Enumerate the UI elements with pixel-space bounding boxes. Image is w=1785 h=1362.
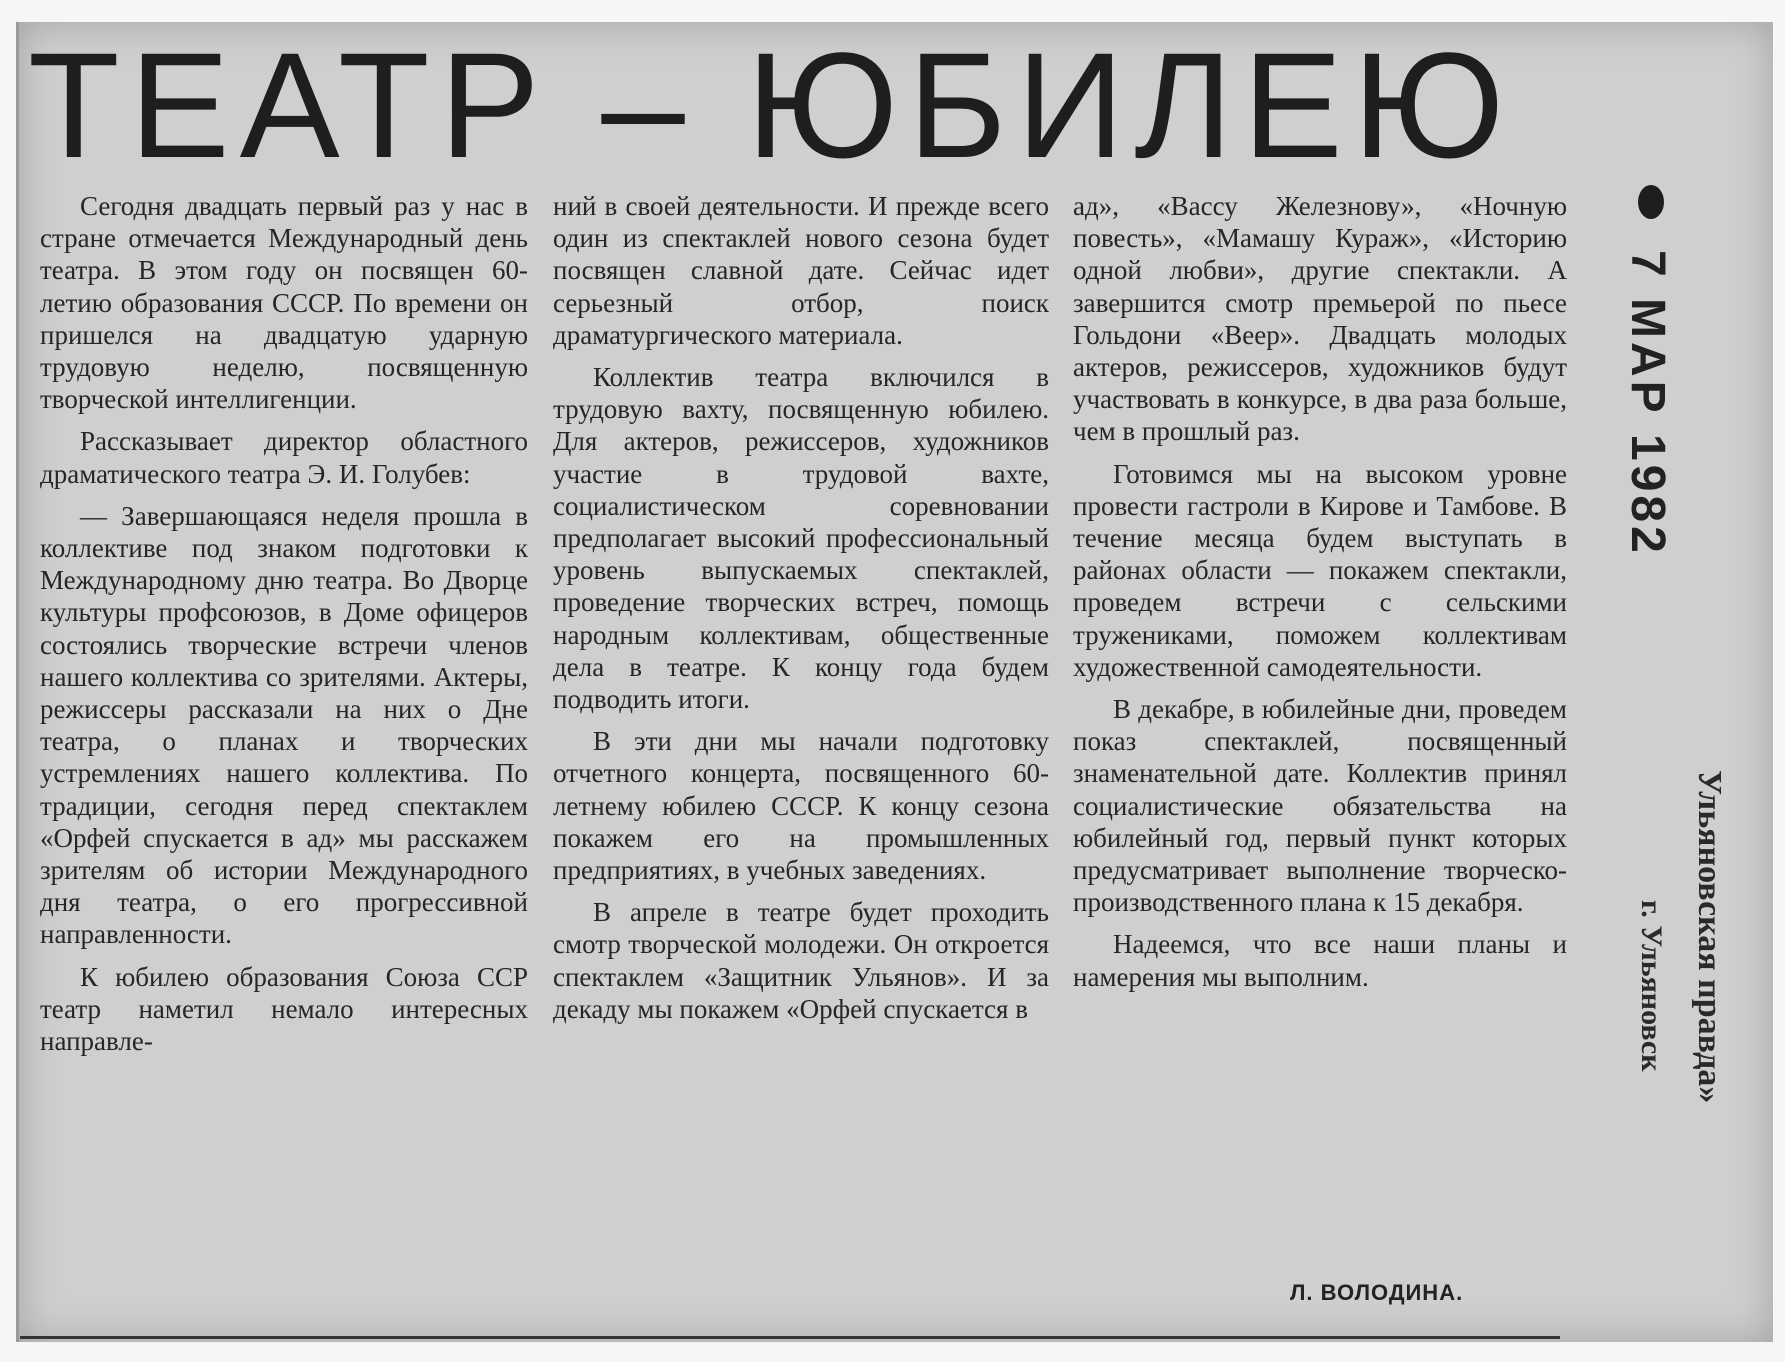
paragraph: Рассказывает директор областного драматического театра Э. И. Голубев: — [40, 426, 528, 489]
paragraph: В декабре, в юбилейные дни, проведем показ спектаклей, посвященный знаменательной дате. Коллектив принял социалистические обязательства на юбилейный год, первый пункт которых предусматривает выполнение творческо-производственного плана к 15 декабря. — [1073, 694, 1567, 918]
paragraph: Надеемся, что все наши планы и намерения мы выполним. — [1073, 929, 1567, 992]
paragraph: Готовимся мы на высоком уровне провести гастроли в Кирове и Тамбове. В течение месяца будем выступать в районах области — покажем спектакли, проведем встречи с сельскими тружениками, поможем коллективам художественной самодеятельности. — [1073, 458, 1567, 682]
paragraph: Сегодня двадцать первый раз у нас в стране отмечается Международный день театра. В этом году он посвящен 60-летию образования СССР. По времени он пришелся на двадцатую ударную трудовую неделю, посвященную творческой интеллигенции. — [40, 191, 528, 415]
paragraph: В апреле в театре будет проходить смотр творческой молодежи. Он откроется спектаклем «Защитник Ульянов». И за декаду мы покажем «Орфей спускается в — [553, 897, 1049, 1024]
paragraph: Коллектив театра включился в трудовую вахту, посвященную юбилею. Для актеров, режиссеров, художников участие в трудовой вахте, социалистическом соревновании предполагает высокий профессиональный уровень выпускаемых спектаклей, проведение творческих встреч, помощь народным коллективам, общественные дела в театре. К концу года будем подводить итоги. — [553, 362, 1049, 715]
newspaper-source — [1680, 770, 1730, 1250]
article-headline: ТЕАТР – ЮБИЛЕЮ — [28, 30, 1515, 180]
article-column-2 — [553, 190, 1049, 1320]
bottom-rule — [20, 1336, 1560, 1339]
article-column-3 — [1073, 190, 1567, 1270]
author-signature: Л. ВОЛОДИНА. — [1290, 1280, 1464, 1305]
newspaper-city-text: г. Ульяновск — [1635, 900, 1668, 1072]
paragraph-continuation: ад», «Вассу Железнову», «Ночную повесть», «Мамашу Кураж», «Историю одной любви», другие спектакли. А завершится смотр премьерой по пьесе Гольдони «Веер». Двадцать молодых актеров, режиссеров, художников будут участвовать в конкурсе, в два раза больше, чем в прошлый раз. — [1073, 191, 1567, 447]
date-stamp — [1615, 250, 1675, 570]
newspaper-city — [1630, 900, 1670, 1160]
paragraph: — Завершающаяся неделя прошла в коллективе под знаком подготовки к Международному дню театра. Во Дворце культуры профсоюзов, в Доме офицеров состоялись творческие встречи членов нашего коллектива со зрителями. Актеры, режиссеры рассказали на них о Дне театра, о планах и творческих устремлениях нашего коллектива. По традиции, сегодня перед спектаклем «Орфей спускается в ад» мы расскажем зрителям об истории Международного дня театра, о его прогрессивной направленности. — [40, 500, 528, 950]
article-column-1 — [40, 190, 528, 1320]
ink-dot — [1638, 185, 1664, 219]
newspaper-source-text: Ульяновская правда» — [1691, 770, 1728, 1104]
paragraph: К юбилею образования Союза ССР театр наметил немало интересных направле- — [40, 961, 528, 1057]
paragraph-continuation: ний в своей деятельности. И прежде всего один из спектаклей нового сезона будет посвящен славной дате. Сейчас идет серьезный отбор, поиск драматургического материала. — [553, 191, 1049, 350]
paragraph: В эти дни мы начали подготовку отчетного концерта, посвященного 60-летнему юбилею СССР. К концу сезона покажем его на промышленных предприятиях, в учебных заведениях. — [553, 726, 1049, 886]
date-stamp-text: 7 МАР 1982 — [1621, 250, 1674, 557]
